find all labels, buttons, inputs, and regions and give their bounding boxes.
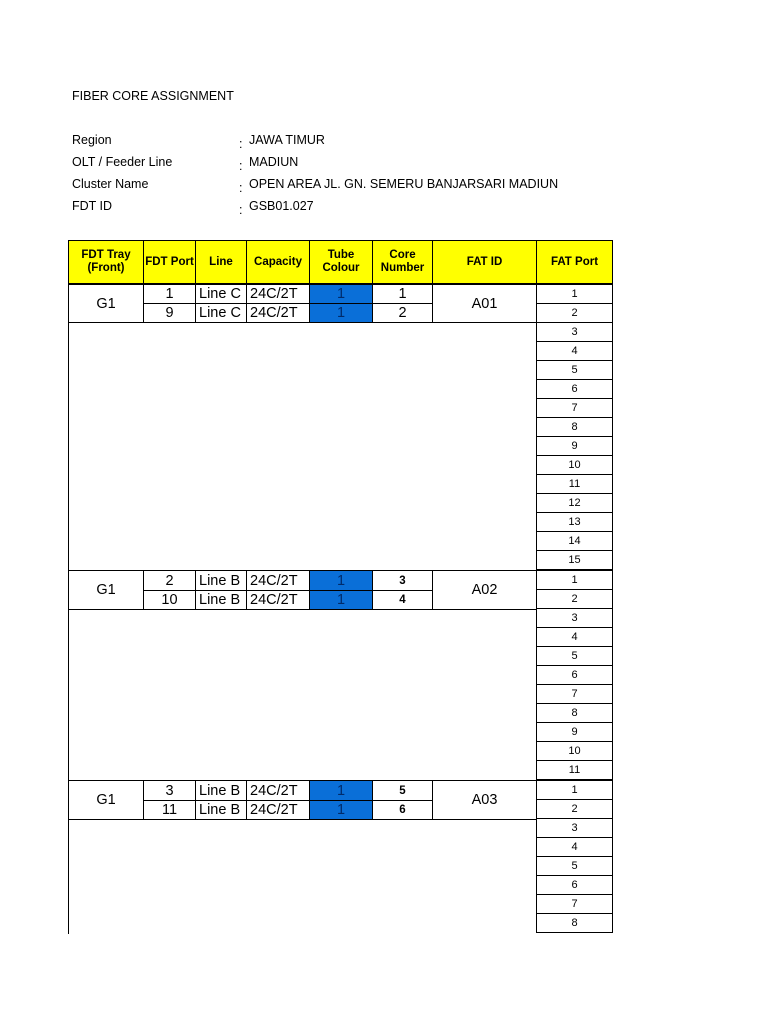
header-capacity: Capacity	[246, 240, 310, 284]
fat-port-cell: 2	[536, 799, 613, 819]
fdt-port-cell: 10	[143, 590, 196, 610]
fat-port-cell: 5	[536, 360, 613, 380]
header-fdt-tray: FDT Tray (Front)	[68, 240, 144, 284]
fat-port-cell: 6	[536, 665, 613, 685]
fat-port-cell: 6	[536, 875, 613, 895]
fat-port-cell: 9	[536, 722, 613, 742]
meta-label: Cluster Name	[72, 177, 149, 191]
fdt-port-cell: 3	[143, 780, 196, 801]
fat-port-cell: 5	[536, 646, 613, 666]
meta-value: JAWA TIMUR	[249, 133, 325, 147]
meta-label: OLT / Feeder Line	[72, 155, 173, 169]
meta-label: Region	[72, 133, 112, 147]
capacity-cell: 24C/2T	[246, 590, 310, 610]
line-cell: Line C	[195, 284, 247, 304]
fat-port-cell: 2	[536, 589, 613, 609]
line-cell: Line B	[195, 570, 247, 591]
tube-colour-cell: 1	[309, 570, 373, 591]
fdt-port-cell: 1	[143, 284, 196, 304]
fat-port-cell: 6	[536, 379, 613, 399]
line-cell: Line B	[195, 590, 247, 610]
fat-port-cell: 7	[536, 894, 613, 914]
header-core-number: Core Number	[372, 240, 433, 284]
meta-value: OPEN AREA JL. GN. SEMERU BANJARSARI MADIUN	[249, 177, 559, 191]
tube-colour-cell: 1	[309, 590, 373, 610]
header-fat-port: FAT Port	[536, 240, 613, 284]
meta-value: MADIUN	[249, 155, 299, 169]
tube-colour-cell: 1	[309, 303, 373, 323]
meta-separator: :	[239, 159, 243, 173]
fat-port-cell: 8	[536, 703, 613, 723]
capacity-cell: 24C/2T	[246, 800, 310, 820]
header-fdt-port: FDT Port	[143, 240, 196, 284]
fat-port-cell: 15	[536, 550, 613, 570]
line-cell: Line B	[195, 800, 247, 820]
header-line: Line	[195, 240, 247, 284]
tube-colour-cell: 1	[309, 284, 373, 304]
fdt-port-cell: 2	[143, 570, 196, 591]
fat-port-cell: 12	[536, 493, 613, 513]
core-number-cell: 1	[372, 284, 433, 304]
fat-port-cell: 10	[536, 741, 613, 761]
fat-port-cell: 7	[536, 398, 613, 418]
fat-port-cell: 11	[536, 760, 613, 780]
capacity-cell: 24C/2T	[246, 303, 310, 323]
fdt-tray-cell: G1	[68, 780, 144, 820]
meta-separator: :	[239, 203, 243, 217]
fat-port-cell: 8	[536, 913, 613, 933]
fat-port-cell: 3	[536, 608, 613, 628]
tube-colour-cell: 1	[309, 800, 373, 820]
document-title: FIBER CORE ASSIGNMENT	[72, 89, 234, 103]
capacity-cell: 24C/2T	[246, 780, 310, 801]
core-number-cell: 4	[372, 590, 433, 610]
fat-port-cell: 1	[536, 780, 613, 800]
fat-port-cell: 4	[536, 627, 613, 647]
meta-fdt-id	[72, 199, 672, 215]
meta-separator: :	[239, 137, 243, 151]
core-number-cell: 2	[372, 303, 433, 323]
header-tube-colour: Tube Colour	[309, 240, 373, 284]
fdt-tray-cell: G1	[68, 284, 144, 323]
fdt-tray-cell: G1	[68, 570, 144, 610]
fat-port-cell: 2	[536, 303, 613, 323]
meta-cluster-name	[72, 177, 672, 193]
meta-separator: :	[239, 181, 243, 195]
meta-label: FDT ID	[72, 199, 113, 213]
fat-port-cell: 10	[536, 455, 613, 475]
meta-region	[72, 133, 672, 149]
fat-port-cell: 14	[536, 531, 613, 551]
core-number-cell: 3	[372, 570, 433, 591]
fat-id-cell: A02	[432, 570, 537, 610]
fat-port-cell: 7	[536, 684, 613, 704]
fat-port-cell: 3	[536, 322, 613, 342]
header-fat-id: FAT ID	[432, 240, 537, 284]
fat-port-cell: 1	[536, 284, 613, 304]
meta-olt-feeder	[72, 155, 672, 171]
fat-port-cell: 13	[536, 512, 613, 532]
core-number-cell: 6	[372, 800, 433, 820]
fat-port-cell: 11	[536, 474, 613, 494]
capacity-cell: 24C/2T	[246, 570, 310, 591]
meta-value: GSB01.027	[249, 199, 314, 213]
fat-port-cell: 5	[536, 856, 613, 876]
fat-port-cell: 3	[536, 818, 613, 838]
line-cell: Line C	[195, 303, 247, 323]
fat-port-cell: 1	[536, 570, 613, 590]
fat-port-cell: 4	[536, 341, 613, 361]
tube-colour-cell: 1	[309, 780, 373, 801]
fdt-port-cell: 11	[143, 800, 196, 820]
capacity-cell: 24C/2T	[246, 284, 310, 304]
fat-port-cell: 9	[536, 436, 613, 456]
fat-port-cell: 8	[536, 417, 613, 437]
line-cell: Line B	[195, 780, 247, 801]
fat-id-cell: A01	[432, 284, 537, 323]
core-number-cell: 5	[372, 780, 433, 801]
fat-id-cell: A03	[432, 780, 537, 820]
fdt-port-cell: 9	[143, 303, 196, 323]
fat-port-cell: 4	[536, 837, 613, 857]
